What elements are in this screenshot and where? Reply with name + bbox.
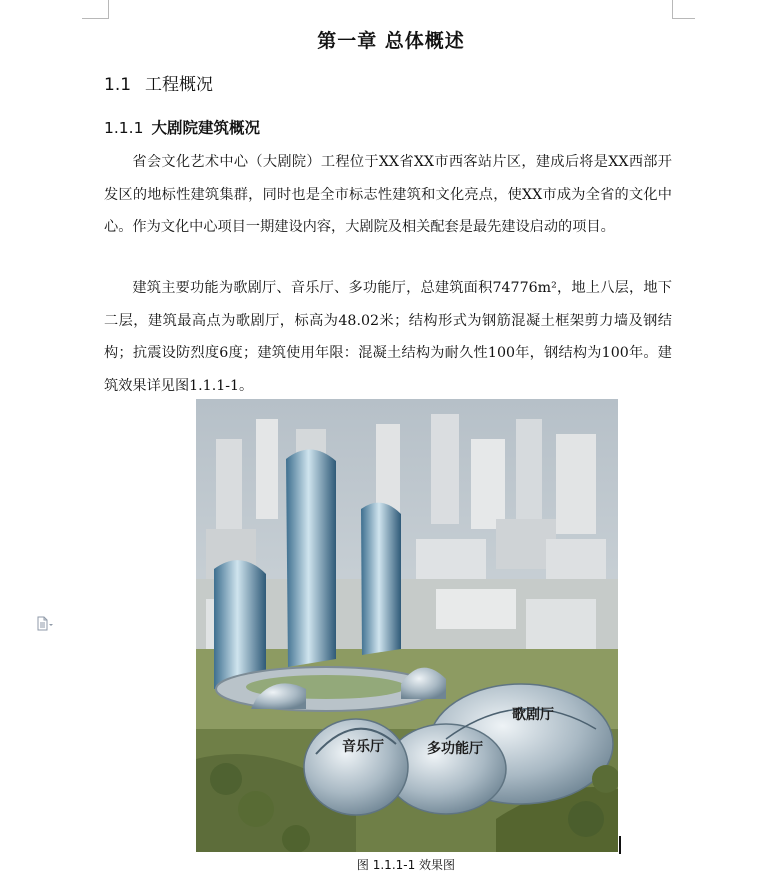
subsection-number: 1.1.1 [104, 119, 144, 137]
section-number: 1.1 [104, 75, 132, 95]
label-multifunction-hall: 多功能厅 [427, 741, 483, 757]
body-paragraph: 建筑主要功能为歌剧厅、音乐厅、多功能厅，总建筑面积74776m²，地上八层，地下二层，建筑最高点为歌剧厅，标高为48.02米；结构形式为钢筋混凝土框架剪力墙及钢结构；抗震设防烈度6度；建筑使用年限：混凝土结构为耐久性100年，钢结构为100年。建筑效果详见图1.1.1-1。 [104, 280, 672, 394]
page-corner-mark-left [82, 0, 109, 19]
section-title: 工程概况 [145, 75, 214, 95]
subsection-title: 大剧院建筑概况 [151, 119, 260, 137]
label-concert-hall: 音乐厅 [342, 739, 384, 755]
section-heading [104, 70, 213, 95]
body-paragraph: 省会文化艺术中心（大剧院）工程位于XX省XX市西客站片区，建成后将是XX西部开发区的地标性建筑集群，同时也是全市标志性建筑和文化亮点，使XX市成为全省的文化中心。作为文化中心项目一期建设内容，大剧院及相关配套是最先建设启动的项目。 [104, 154, 672, 235]
rendering-figure [196, 399, 618, 852]
subsection-heading [104, 116, 260, 138]
page-corner-mark-right [672, 0, 695, 19]
document-paste-icon[interactable] [36, 616, 54, 632]
label-opera-hall: 歌剧厅 [512, 707, 554, 723]
figure-caption: 图 1.1.1-1 效果图 [356, 858, 456, 872]
chapter-title: 第一章 总体概述 [317, 30, 465, 52]
text-cursor [619, 836, 621, 854]
